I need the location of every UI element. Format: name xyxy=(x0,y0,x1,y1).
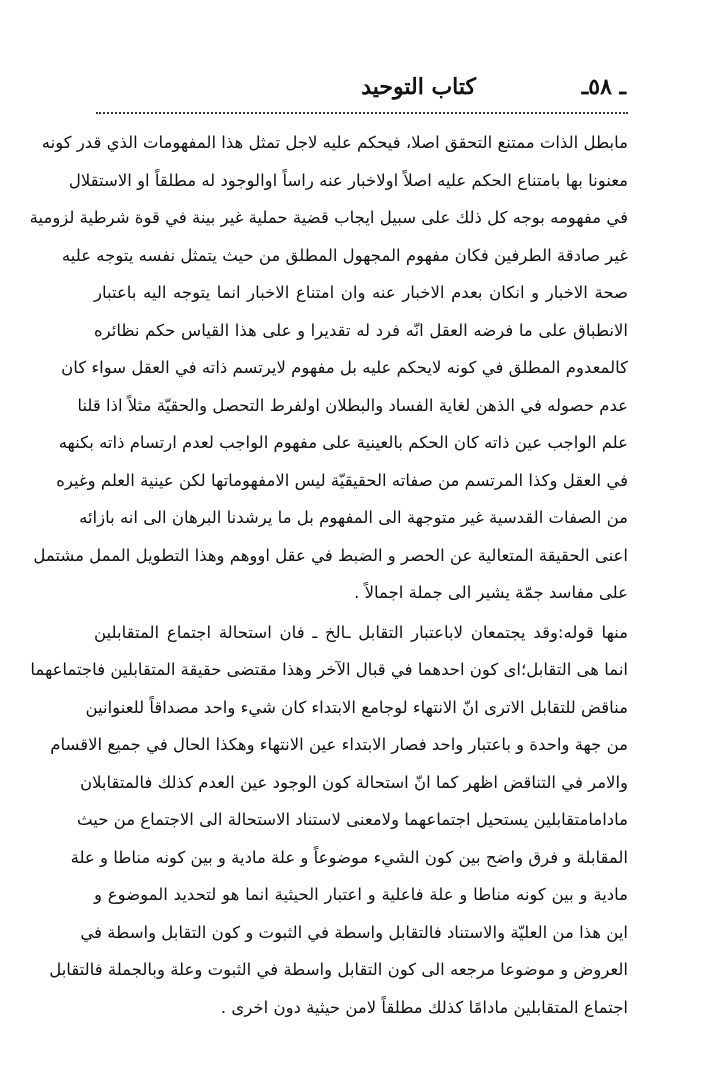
text-line: اعنى الحقيقة المتعالية عن الحصر و الضبط في عقل اووهم وهذا التطويل الممل مشتمل xyxy=(33,545,628,565)
header-divider xyxy=(96,112,628,114)
text-line: معنونا بها بامتناع الحكم عليه اصلاً اولاخبار عنه راساً اوالوجود له مطلقاً او الاستقلال xyxy=(68,170,628,190)
text-line: في مفهومه بوجه كل ذلك على سبيل ايجاب قضية حملية غير بينة في قوة شرطية لزومية xyxy=(29,208,628,227)
text-line: كالمعدوم المطلق في كونه لايحكم عليه بل مفهوم لايرتسم ذاته في العقل سواء كان xyxy=(61,358,628,377)
text-line: علم الواجب عين ذاته كان الحكم بالعينية على مفهوم الواجب لعدم ارتسام ذاته بكنهه xyxy=(58,433,628,452)
book-title: كتاب التوحيد xyxy=(361,74,476,100)
text-line: العروض و موضوعا مرجعه الى كون التقابل واسطة في الثبوت وعلة وبالجملة فالتقابل xyxy=(49,960,628,979)
text-line: مابطل الذات ممتنع التحقق اصلا، فيحكم عليه لاجل تمثل هذا المفهومات الذي قدر كونه xyxy=(41,133,628,152)
text-line: من جهة واحدة و باعتبار واحد فصار الابتداء عين الانتهاء وهكذا الحال في جميع الاقسام xyxy=(50,735,628,754)
text-line: مادامامتقابلين يستحيل اجتماعهما ولامعنى لاستناد الاستحالة الى الاجتماع من حيث xyxy=(77,810,628,829)
text-line: المقابلة و فرق واضح بين كون الشيء موضوعاً و علة مادية و بين كونه مناطا و علة xyxy=(70,847,628,867)
page-number: ـ ٥٨ـ xyxy=(581,74,626,100)
paragraph xyxy=(29,124,628,612)
text-line: على مفاسد جمّة يشير الى جملة اجمالاً . xyxy=(354,583,628,602)
paragraph xyxy=(30,614,628,1027)
text-line: والامر في التناقض اظهر كما انّ استحالة كون الوجود عين العدم كذلك فالمتقابلان xyxy=(79,772,628,792)
text-line: غير صادقة الطرفين فكان مفهوم المجهول المطلق من حيث يتمثل نفسه يتوجه عليه xyxy=(61,245,628,265)
text-line: منها قوله:وقد يجتمعان لاباعتبار التقابل ـالخ ـ فان استحالة اجتماع المتقابلين xyxy=(94,622,628,642)
page-header xyxy=(96,70,626,106)
text-line: عدم حصوله في الذهن لغاية الفساد والبطلان اولفرط التحصل والحقيّة مثلاً اذا قلنا xyxy=(77,395,628,415)
text-line: من الصفات القدسية غير متوجهة الى المفهوم بل ما يرشدنا البرهان الى انه بازائه xyxy=(79,508,628,527)
text-line: مناقض للتقابل الاترى انّ الانتهاء لوجامع الابتداء كان شيء واحد مصداقاً للعنوانين xyxy=(85,697,628,717)
text-line: مادية و بين كونه مناطا و علة فاعلية و اعتبار الحيثية انما هو لتحديد الموضوع و xyxy=(94,885,628,904)
body-text xyxy=(29,124,628,1026)
text-line: صحة الاخبار و انكان بعدم الاخبار عنه وان امتناع الاخبار انما يتوجه اليه باعتبار xyxy=(94,283,628,302)
text-line: في العقل وكذا المرتسم من صفاته الحقيقيّة ليس الامفهوماتها لكن عينية العلم وغيره xyxy=(56,470,628,490)
text-line: الانطباق على ما فرضه العقل انّه فرد له تقديرا و على هذا القياس حكم نظائره xyxy=(94,320,628,340)
text-line: انما هى التقابل؛اى كون احدهما في قبال الآخر وهذا مقتضى حقيقة المتقابلين فاجتماعهما xyxy=(30,660,628,679)
text-line: اجتماع المتقابلين مادامًا كذلك مطلقاً لامن حيثية دون اخرى . xyxy=(220,997,628,1017)
text-line: اين هذا من العليّة والاستناد فالتقابل واسطة في الثبوت و كون التقابل واسطة في xyxy=(80,922,628,942)
